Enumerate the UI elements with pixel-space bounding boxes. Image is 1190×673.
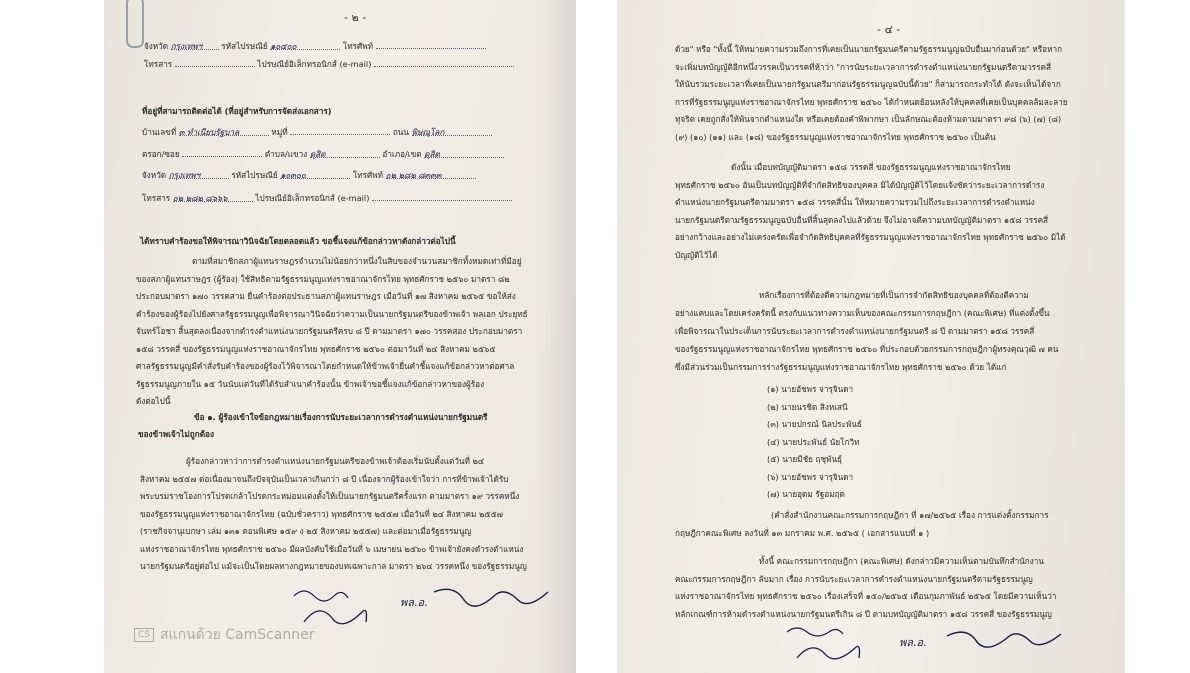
body-line: (๙) (๑๐) (๑๑) และ (๑๘) ของรัฐธรรมนูญแห่งราชอาณาจักรไทย พุทธศักราช ๒๕๖๐ เป็นต้น — [675, 131, 996, 142]
member-item: (๑) นายอัชพร จารุจินดา — [767, 384, 854, 394]
body-line: ของสภาผู้แทนราษฎร (ผู้ร้อง) ใช้สิทธิตามรัฐธรรมนูญแห่งราชอาณาจักรไทย พุทธศักราช ๒๕๖๐ มาตรา ๘๒ — [136, 273, 510, 284]
district-label: ตำบล/แขวง — [264, 149, 308, 159]
moo-label: หมู่ที่ — [271, 127, 288, 137]
body-line: ผู้ร้องกล่าวหาว่าการดำรงตำแหน่งนายกรัฐมนตรีของข้าพเจ้าต้องเริ่มนับตั้งแต่วันที่ ๒๔ — [186, 456, 485, 466]
body-line: จะเพิ่มบทบัญญัติอีกหนึ่งวรรคเป็นวรรคที่ห้าว่า "การนับระยะเวลาการดำรงตำแหน่งนายกรัฐมนตรีตามวรรคสี่ — [675, 61, 1051, 72]
body-line: ๑๕๘ วรรคสี่ ของรัฐธรรมนูญแห่งราชอาณาจักรไทย พุทธศักราช ๒๕๖๐ ต่อมาวันที่ ๒๔ สิงหาคม ๒๕๖๕ — [136, 343, 496, 354]
house-row — [142, 126, 492, 137]
fax-row — [144, 58, 514, 69]
body-line: ตามที่สมาชิกสภาผู้แทนราษฎรจำนวนไม่น้อยกว่าหนึ่งในสิบของจำนวนสมาชิกทั้งหมดเท่าที่มีอยู่ — [192, 256, 522, 266]
postal-label: รหัสไปรษณีย์ — [221, 41, 268, 51]
document-page-left — [104, 0, 576, 673]
postal-value: ๑๐๔๐๐ — [270, 41, 297, 51]
body-line: ศาลรัฐธรรมนูญมีคำสั่งรับคำร้องของผู้ร้องไว้พิจารณาโดยกำหนดให้ข้าพเจ้ายื่นคำชี้แจงแก้ข้อกล่าวหาต่อศาล — [136, 361, 515, 371]
postal2-value: ๑๐๓๐๐ — [280, 170, 307, 180]
phone2-value: ๐๒ ๒๘๒ ๘๓๓๓ — [385, 170, 442, 180]
body-line: ดังนั้น เมื่อบทบัญญัติมาตรา ๑๕๘ วรรคสี่ ของรัฐธรรมนูญแห่งราชอาณาจักรไทย — [731, 162, 1011, 172]
body-line: แห่งราชอาณาจักรไทย พุทธศักราช ๒๕๖๐ มีผลบังคับใช้เมื่อวันที่ ๖ เมษายน ๒๕๖๐ ข้าพเจ้ายังคงดำรงตำแหน่ง — [140, 543, 524, 554]
body-line: คำร้องของผู้ร้องไปยังศาลรัฐธรรมนูญเพื่อพิจารณาวินิจฉัยว่าความเป็นนายกรัฐมนตรีของข้าพเจ้า พลเอก ประยุทธ์ — [136, 308, 528, 319]
body-line: กฤษฎีกาคณะพิเศษ ลงวันที่ ๑๓ มกราคม พ.ศ. ๒๕๖๕ ( เอกสารแนบที่ ๑ ) — [675, 528, 930, 538]
intro-text: ได้ทราบคำร้องขอให้พิจารณาวินิจฉัยโดยตลอดแล้ว ขอชี้แจงแก้ข้อกล่าวหาดังกล่าวต่อไปนี้ — [140, 236, 456, 246]
body-line: ตำแหน่งนายกรัฐมนตรีตามมาตรา ๑๕๘ วรรคสี่นั้น ให้หมายความรวมไปถึงระยะเวลาการดำรงตำแหน่ง — [675, 197, 1035, 207]
body-line: (ราชกิจจานุเบกษา เล่ม ๑๓๑ ตอนพิเศษ ๑๕๙ ง ๒๕ สิงหาคม ๒๕๕๗) และต่อมาเมื่อรัฐธรรมนูญ — [140, 526, 472, 536]
body-line: รัฐธรรมนูญภายใน ๑๕ วันนับแต่วันที่ได้รับสำเนาคำร้องนั้น ข้าพเจ้าขอชี้แจงแก้ข้อกล่าวหาของผู้ร้อง — [136, 378, 485, 389]
signature-image-right — [767, 622, 1107, 672]
body-line: หลักเรื่องการที่ต้องตีความกฎหมายที่เป็นการจำกัดสิทธิของบุคคลที่ต้องตีความ — [759, 290, 1029, 300]
camscanner-watermark — [134, 624, 315, 646]
house-label: บ้านเลขที่ — [142, 127, 177, 137]
body-line: สิงหาคม ๒๕๕๗ ต่อเนื่องมาจนถึงปัจจุบันเป็นเวลาเกินกว่า ๘ ปี เนื่องจากผู้ร้องเข้าใจว่า การที่ข้าพเจ้าได้รับ — [140, 473, 509, 484]
amphoe-label: อำเภอ/เขต — [382, 149, 422, 159]
body-line: อย่างกว้างและอย่างไม่เคร่งครัดเพื่อจำกัดสิทธิบุคคลที่รัฐธรรมนูญแห่งราชอาณาจักรไทย พุทธศักราช ๒๕๖๐ มิได้ — [675, 232, 1066, 242]
body-line: หลักเกณฑ์การห้ามดำรงตำแหน่งนายกรัฐมนตรีเกิน ๘ ปี ตามบทบัญญัติมาตรา ๑๕๘ วรรคสี่ ของรัฐธรรมนูญ — [675, 608, 1052, 619]
member-item: (๖) นายอัชพร จารุจินดา — [767, 471, 854, 482]
house-value: ๓ ทำเนียบรัฐบาล — [178, 127, 240, 137]
phone-label: โทรศัพท์ — [342, 41, 374, 51]
email2-label: ไปรษณีย์อิเล็กทรอนิกส์ (e-mail) — [255, 193, 370, 203]
body-line: การที่รัฐธรรมนูญแห่งราชอาณาจักรไทย พุทธศักราช ๒๕๖๐ ได้กำหนดย้อนหลังให้บุคคลที่เคยเป็นบุคคลล้มละลาย — [675, 96, 1068, 107]
province-label: จังหวัด — [144, 41, 169, 51]
fax2-value: ๐๒ ๒๘๒ ๘๖๖๖ — [172, 193, 228, 203]
document-page-right — [617, 0, 1125, 673]
signature-image — [274, 582, 574, 642]
camscanner-text: สแกนด้วย CamScanner — [160, 627, 315, 643]
member-item: (๓) นายปกรณ์ นิลประพันธ์ — [767, 419, 862, 429]
signature-initials-right: พล.อ. — [899, 636, 927, 649]
body-line: บัญญัติไว้ได้ — [675, 249, 718, 260]
camscanner-logo-icon: CS — [134, 628, 154, 642]
body-line: นายกรัฐมนตรีตามรัฐธรรมนูญฉบับอื่นที่สิ้นสุดลงไปแล้วด้วย จึงไม่อาจตีความบทบัญญัติมาตรา ๑๕๘ วรรคสี่ — [675, 214, 1049, 225]
member-item: (๔) นายประพันธ์ นัยโกวิท — [767, 436, 860, 447]
body-line: คณะกรรมการกฤษฎีกา ลับมาก เรื่อง การนับระยะเวลาการดำรงตำแหน่งนายกรัฐมนตรีตามรัฐธรรมนูญ — [675, 573, 1033, 584]
member-item: (๒) นายนรชิต สิงหเสนี — [767, 401, 848, 412]
clause-line: ของข้าพเจ้าไม่ถูกต้อง — [138, 429, 214, 439]
body-line: ทั้งนี้ คณะกรรมการกฤษฎีกา (คณะพิเศษ) ดังกล่าวมีความเห็นตามบันทึกสำนักงาน — [759, 556, 1044, 566]
body-line: นายกรัฐมนตรีอยู่ต่อไป แม้จะเป็นโดยผลทางกฎหมายของบทเฉพาะกาล มาตรา ๒๖๔ วรรคหนึ่ง ของรัฐธรรมนูญ — [140, 561, 527, 571]
body-line: อย่างแคบและโดยเคร่งครัดนี้ ตรงกับแนวทางความเห็นของคณะกรรมการกฤษฎีกา (คณะพิเศษ) ที่แต่งตั้งขึ้น — [675, 308, 1050, 318]
province2-row — [142, 170, 476, 180]
page-number-right: - ๔ - — [877, 23, 901, 36]
province2-value: กรุงเทพฯ — [168, 170, 201, 180]
body-line: ด้วย" หรือ "ทั้งนี้ ให้หมายความรวมถึงการที่เคยเป็นนายกรัฐมนตรีตามรัฐธรรมนูญฉบับอื่นมาก่อนด้วย" หรือหาก — [675, 44, 1063, 54]
contact-heading: ที่อยู่ที่สามารถติดต่อได้ (ที่อยู่สำหรับการจัดส่งเอกสาร) — [142, 106, 332, 116]
clause-line: ข้อ ๑. ผู้ร้องเข้าใจข้อกฎหมายเรื่องการนับระยะเวลาการดำรงตำแหน่งนายกรัฐมนตรี — [194, 412, 488, 422]
body-line: ของรัฐธรรมนูญแห่งราชอาณาจักรไทย พุทธศักราช ๒๕๖๐ ที่ประกอบด้วยกรรมการกฤษฎีกาผู้ทรงคุณวุฒิ ๗ คน — [675, 344, 1059, 354]
body-line: ของรัฐธรรมนูญแห่งราชอาณาจักรไทย (ฉบับชั่วคราว) พุทธศักราช ๒๕๕๗ เมื่อวันที่ ๒๔ สิงหาคม ๒๕๕๗ — [140, 508, 503, 519]
signature-initials: พล.อ. — [400, 596, 428, 609]
fax2-row — [142, 192, 512, 203]
body-line: พระบรมราชโองการโปรดเกล้าโปรดกระหม่อมแต่งตั้งให้เป็นนายกรัฐมนตรีครั้งแรก ตามมาตรา ๑๙ วรรคหนึ่ง — [140, 491, 520, 501]
amphoe-value: ดุสิต — [424, 149, 440, 159]
body-line: เพื่อพิจารณาในประเด็นการนับระยะเวลาการดำรงตำแหน่งนายกรัฐมนตรี ๘ ปี ตามมาตรา ๑๕๘ วรรคสี่ — [675, 326, 1035, 336]
paperclip-icon — [126, 0, 144, 48]
body-line: พุทธศักราช ๒๕๖๐ อันเป็นบทบัญญัติที่จำกัดสิทธิของบุคคล มิได้บัญญัติไว้โดยแจ้งชัดว่าระยะเวลาการดำรง — [675, 179, 1045, 190]
member-item: (๗) นายอุดม รัฐอมฤต — [767, 489, 845, 499]
body-line: (คำสั่งสำนักงานคณะกรรมการกฤษฎีกา ที่ ๑๗/๒๕๖๕ เรื่อง การแต่งตั้งกรรมการ — [771, 510, 1049, 520]
district-value: ดุสิต — [309, 149, 326, 159]
fax-label: โทรสาร — [144, 59, 173, 69]
email-label: ไปรษณีย์อิเล็กทรอนิกส์ (e-mail) — [257, 59, 372, 69]
province-value: กรุงเทพฯ — [170, 41, 203, 51]
phone2-label: โทรศัพท์ — [352, 170, 384, 180]
road-label: ถนน — [392, 127, 409, 137]
fax2-label: โทรสาร — [142, 193, 171, 203]
soi-row — [142, 148, 504, 159]
postal2-label: รหัสไปรษณีย์ — [231, 170, 278, 180]
body-line: ให้นับรวมระยะเวลาที่เคยเป็นนายกรัฐมนตรีมาก่อนรัฐธรรมนูญฉบับนี้ด้วย" ก็สามารถกระทำได้ ดังจะเห็นได้จาก — [675, 79, 1061, 89]
body-line: ประกอบมาตรา ๑๗๐ วรรคสาม ยื่นคำร้องต่อประธานสภาผู้แทนราษฎร เมื่อวันที่ ๑๗ สิงหาคม ๒๕๖๕ ขอให้ส่ง — [136, 291, 516, 301]
body-line: จันทร์โอชา สิ้นสุดลงเนื่องจากดำรงตำแหน่งนายกรัฐมนตรีครบ ๘ ปี ตามมาตรา ๑๗๐ วรรคสอง ประกอบมาตรา — [136, 326, 523, 336]
body-line: ทุจริต เคยถูกสั่งให้พ้นจากตำแหน่งใด หรือเคยต้องคำพิพากษา เป็นลักษณะต้องห้ามตามมาตรา ๙๘ (๖) (๗) (๘) — [675, 114, 1062, 124]
member-item: (๕) นายมีชัย ฤชุพันธุ์ — [767, 454, 843, 464]
body-line: ซึ่งมีส่วนร่วมเป็นกรรมการร่างรัฐธรรมนูญแห่งราชอาณาจักรไทย พุทธศักราช ๒๕๖๐ ด้วย ได้แก่ — [675, 362, 1007, 372]
province2-label: จังหวัด — [142, 170, 167, 180]
road-value: พิษณุโลก — [411, 127, 445, 137]
page-shadow — [536, 0, 576, 673]
soi-label: ตรอก/ซอย — [142, 149, 180, 159]
body-line: ดังต่อไปนี้ — [136, 396, 171, 406]
page-number: - ๒ - — [344, 11, 367, 24]
body-line: แห่งราชอาณาจักรไทย พุทธศักราช ๒๕๖๐ เรื่องเสร็จที่ ๑๕๐/๒๕๖๕ เดือนกุมภาพันธ์ ๒๕๖๕ โดยมีความเห็นว่า — [675, 591, 1057, 601]
province-row — [144, 40, 486, 51]
